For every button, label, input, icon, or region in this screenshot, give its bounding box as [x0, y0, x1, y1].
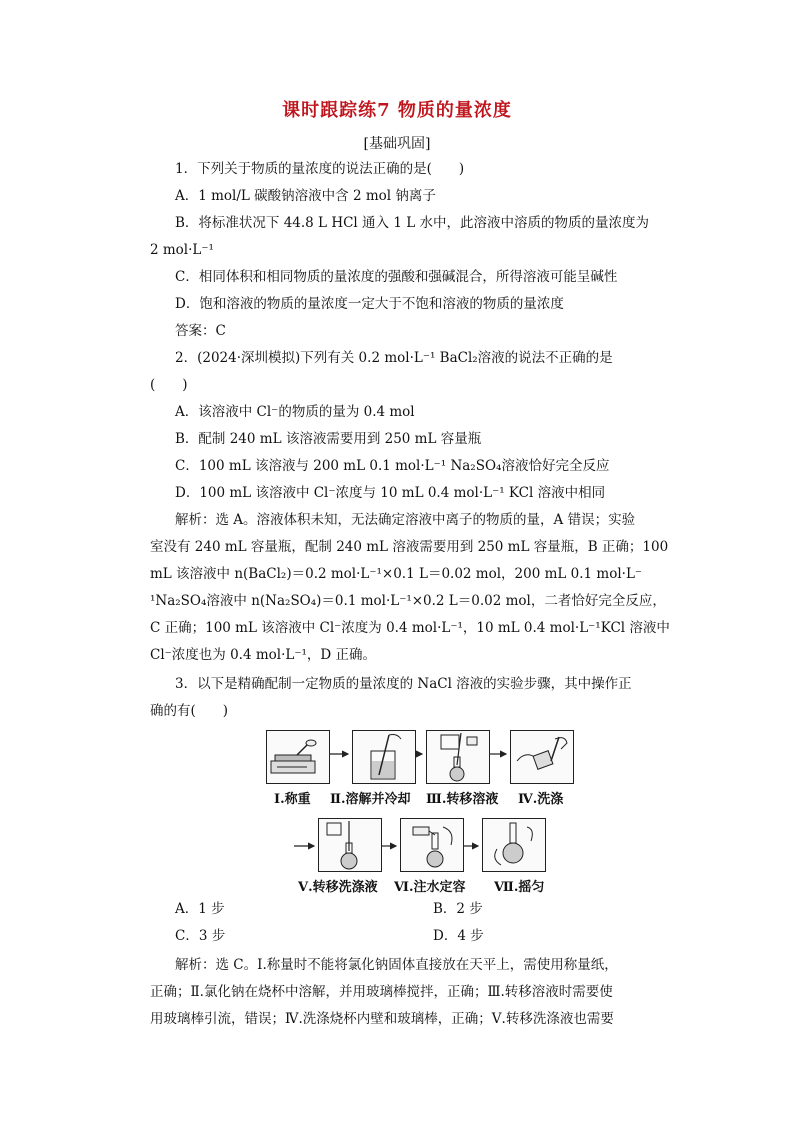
weighing-illustration	[266, 730, 330, 784]
q3-explanation-1: 解析：选 C。Ⅰ.称量时不能将氯化钠固体直接放在天平上，需使用称量纸，	[175, 957, 618, 973]
page-title: 课时跟踪练7 物质的量浓度	[282, 100, 512, 121]
q1-option-d: D．饱和溶液的物质的量浓度一定大于不饱和溶液的物质的量浓度	[175, 296, 564, 312]
q3-stem-cont: 确的有( )	[150, 703, 229, 719]
step-4-label: Ⅳ.洗涤	[518, 792, 564, 807]
washing-illustration	[510, 730, 574, 784]
q3-explanation-2: 正确；Ⅱ.氯化钠在烧杯中溶解，并用玻璃棒搅拌，正确；Ⅲ.转移溶液时需要使	[150, 984, 613, 1000]
q2-option-c: C．100 mL 该溶液与 200 mL 0.1 mol·L⁻¹ Na₂SO₄溶液恰好完全反应	[175, 458, 610, 474]
q1-option-c: C．相同体积和相同物质的量浓度的强酸和强碱混合，所得溶液可能呈碱性	[175, 269, 618, 285]
step-5-label: Ⅴ.转移洗涤液	[298, 880, 378, 895]
q1-option-a: A．1 mol/L 碳酸钠溶液中含 2 mol 钠离子	[175, 188, 436, 204]
q3-option-c: C．3 步	[175, 928, 226, 944]
q2-explanation-2: 室没有 240 mL 容量瓶，配制 240 mL 溶液需要用到 250 mL 容量瓶，B 正确；100	[150, 539, 669, 555]
q1-answer: 答案：C	[175, 323, 226, 339]
step-3-label: Ⅲ.转移溶液	[426, 792, 499, 807]
step-2-label: Ⅱ.溶解并冷却	[330, 792, 411, 807]
transfer-illustration	[426, 730, 490, 784]
q2-stem-cont: ( )	[150, 377, 188, 393]
q2-option-b: B．配制 240 mL 该溶液需要用到 250 mL 容量瓶	[175, 431, 482, 447]
q1-option-b-cont: 2 mol·L⁻¹	[150, 242, 214, 258]
q2-option-a: A．该溶液中 Cl⁻的物质的量为 0.4 mol	[175, 404, 415, 420]
step-1-label: Ⅰ.称重	[274, 792, 311, 807]
q1-option-b: B．将标准状况下 44.8 L HCl 通入 1 L 水中，此溶液中溶质的物质的量浓度为	[175, 215, 649, 231]
q2-explanation-5: C 正确；100 mL 该溶液中 Cl⁻浓度为 0.4 mol·L⁻¹，10 mL 0.4 mol·L⁻¹KCl 溶液中	[150, 620, 670, 636]
dissolving-illustration	[352, 730, 416, 784]
q3-option-b: B．2 步	[433, 901, 483, 917]
q2-stem: 2．(2024·深圳模拟)下列有关 0.2 mol·L⁻¹ BaCl₂溶液的说法不正确的是	[175, 350, 613, 366]
q2-explanation-3: mL 该溶液中 n(BaCl₂)＝0.2 mol·L⁻¹×0.1 L＝0.02 mol，200 mL 0.1 mol·L⁻	[150, 566, 643, 582]
fill-to-mark-illustration	[400, 818, 464, 872]
section-heading: [基础巩固]	[363, 136, 431, 152]
q2-explanation-1: 解析：选 A。溶液体积未知，无法确定溶液中离子的物质的量，A 错误；实验	[175, 512, 636, 528]
step-7-label: Ⅶ.摇匀	[494, 880, 545, 895]
transfer-wash-illustration	[318, 818, 382, 872]
shake-illustration	[482, 818, 546, 872]
q2-explanation-6: Cl⁻浓度也为 0.4 mol·L⁻¹，D 正确。	[150, 647, 376, 663]
q2-option-d: D．100 mL 该溶液中 Cl⁻浓度与 10 mL 0.4 mol·L⁻¹ KCl 溶液中相同	[175, 485, 606, 501]
q3-stem: 3．以下是精确配制一定物质的量浓度的 NaCl 溶液的实验步骤，其中操作正	[175, 676, 632, 692]
step-6-label: Ⅵ.注水定容	[394, 880, 466, 895]
q3-option-d: D．4 步	[433, 928, 484, 944]
q3-option-a: A．1 步	[175, 901, 225, 917]
q3-explanation-3: 用玻璃棒引流，错误；Ⅳ.洗涤烧杯内壁和玻璃棒，正确；Ⅴ.转移洗涤液也需要	[150, 1011, 614, 1027]
q2-explanation-4: ¹Na₂SO₄溶液中 n(Na₂SO₄)＝0.1 mol·L⁻¹×0.2 L＝0.02 mol，二者恰好完全反应，	[150, 593, 666, 609]
procedure-diagram	[262, 726, 662, 896]
q1-stem: 1．下列关于物质的量浓度的说法正确的是( )	[175, 161, 465, 177]
